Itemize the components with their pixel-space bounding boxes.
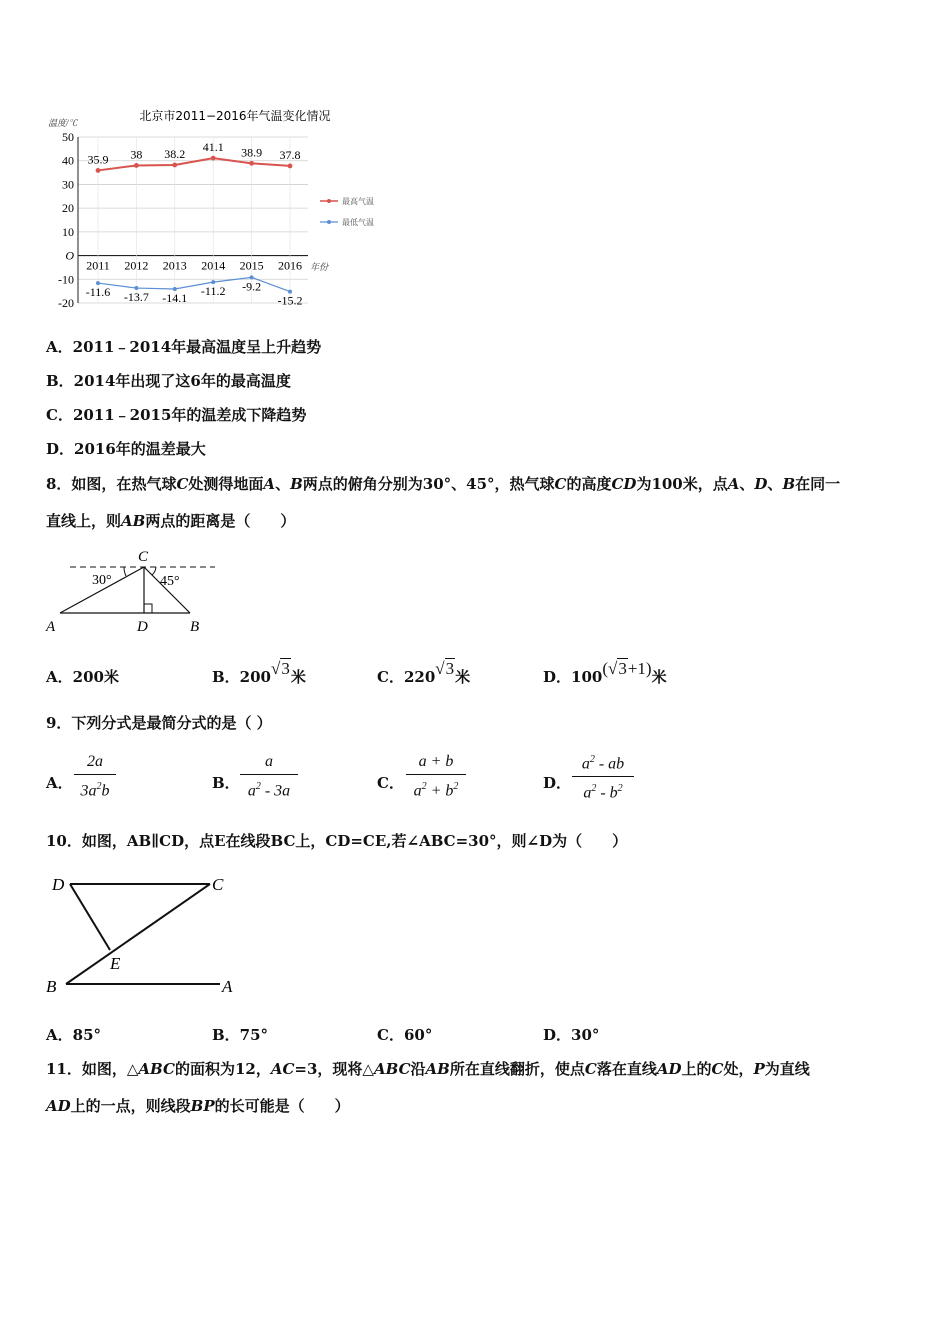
data-label: -15.2 bbox=[277, 293, 303, 308]
y-tick-label: 10 bbox=[62, 224, 74, 239]
q8-label-d: D bbox=[137, 619, 148, 635]
x-tick-label: 2011 bbox=[86, 258, 110, 273]
chart-x-ticks bbox=[86, 259, 302, 273]
series-line-high bbox=[98, 158, 290, 170]
data-label: 38 bbox=[130, 147, 143, 162]
q8-label-c: C bbox=[138, 549, 149, 565]
q9-fraction-d: $a^2$ - ab $a^2 - b^2$ bbox=[572, 750, 634, 804]
x-tick-label: 2015 bbox=[239, 258, 264, 273]
data-point bbox=[172, 163, 177, 168]
q9-label-c: C． bbox=[377, 774, 404, 792]
q7-option-d: D．2016年的温差最大 bbox=[46, 440, 206, 458]
q11-stem-line2: AD上的一点，则线段BP的长可能是（ ） bbox=[46, 1097, 350, 1115]
chart-title: 北京市2011−2016年气温变化情况 bbox=[139, 109, 331, 123]
q10-label-d: D bbox=[52, 875, 65, 894]
y-tick-label: 20 bbox=[62, 201, 74, 216]
legend-low: 最低气温 bbox=[342, 218, 374, 227]
q8-stem-line2: 直线上，则AB两点的距离是（ ） bbox=[46, 512, 296, 530]
data-point bbox=[96, 168, 101, 173]
data-label: 35.9 bbox=[87, 152, 109, 167]
q8-label-b: B bbox=[190, 619, 200, 635]
q9-label-d: D． bbox=[543, 774, 572, 792]
q8-balloon-figure bbox=[40, 545, 230, 637]
temperature-line-chart bbox=[40, 100, 400, 320]
legend-high: 最高气温 bbox=[342, 197, 374, 206]
q8-option-d: D．100(√3+1)米 bbox=[543, 659, 667, 686]
q9-stem: 9．下列分式是最简分式的是（ ） bbox=[46, 714, 272, 732]
q9-label-a: A． bbox=[46, 774, 73, 792]
data-label: -11.2 bbox=[200, 284, 226, 299]
q10-stem: 10．如图，AB∥CD，点E在线段BC上，CD=CE,若∠ABC=30°，则∠D为（ ） bbox=[46, 832, 628, 850]
chart-y-ticks bbox=[58, 130, 74, 310]
x-tick-label: 2014 bbox=[201, 258, 226, 273]
y-tick-label: -10 bbox=[58, 272, 74, 287]
q11-stem-line1: 11．如图，△ABC的面积为12，AC=3，现将△ABC沿AB所在直线翻折，使点C落在直线AD上的C处，P为直线 bbox=[46, 1060, 810, 1078]
q7-option-a: A．2011﹣2014年最高温度呈上升趋势 bbox=[46, 338, 322, 356]
q8-label-a: A bbox=[46, 619, 56, 635]
chart-xlabel: 年份 bbox=[310, 262, 329, 272]
q9-fraction-c: a + b $a^2 + b^2$ bbox=[406, 752, 466, 801]
q9-label-b: B． bbox=[212, 774, 240, 792]
data-label: 38.2 bbox=[164, 146, 186, 161]
q8-label-angle30: 30° bbox=[92, 573, 112, 588]
data-point bbox=[249, 161, 254, 166]
chart-series bbox=[86, 140, 303, 308]
q7-option-c: C．2011﹣2015年的温差成下降趋势 bbox=[46, 406, 307, 424]
q9-fraction-a: 2a $3a^2b$ bbox=[74, 752, 116, 801]
y-tick-label: 50 bbox=[62, 130, 74, 144]
q10-label-b: B bbox=[46, 977, 57, 996]
y-tick-label: 30 bbox=[62, 177, 74, 192]
q8-option-b: B．200√3米 bbox=[212, 659, 306, 686]
x-tick-label: 2012 bbox=[124, 258, 149, 273]
q10-option-a: A．85° bbox=[46, 1026, 102, 1044]
data-label: -14.1 bbox=[162, 291, 188, 306]
q8-stem-line1: 8．如图，在热气球C处测得地面A、B两点的俯角分别为30°、45°，热气球C的高度CD为100米，点A、D、B在同一 bbox=[46, 475, 841, 493]
data-point bbox=[211, 156, 216, 161]
q8-option-c: C．220√3米 bbox=[377, 659, 471, 686]
q10-option-d: D．30° bbox=[543, 1026, 600, 1044]
q7-option-b: B．2014年出现了这6年的最高温度 bbox=[46, 372, 291, 390]
q8-label-angle45: 45° bbox=[160, 574, 180, 589]
x-tick-label: 2016 bbox=[278, 258, 302, 273]
data-point bbox=[134, 163, 139, 168]
q10-parallel-figure bbox=[40, 866, 250, 1000]
q10-option-c: C．60° bbox=[377, 1026, 433, 1044]
y-tick-label: O bbox=[65, 248, 74, 263]
data-label: 37.8 bbox=[279, 147, 301, 162]
q10-label-c: C bbox=[212, 875, 224, 894]
data-label: -11.6 bbox=[85, 285, 111, 300]
q10-label-a: A bbox=[222, 977, 233, 996]
data-label: 41.1 bbox=[202, 140, 224, 155]
data-point bbox=[288, 164, 293, 169]
chart-ylabel: 温度/℃ bbox=[48, 118, 78, 128]
chart-legend bbox=[320, 196, 374, 227]
y-tick-label: 40 bbox=[62, 153, 74, 168]
y-tick-label: -20 bbox=[58, 296, 74, 310]
data-label: -13.7 bbox=[123, 290, 149, 305]
q9-fraction-b: a $a^2 - 3a$ bbox=[240, 752, 298, 801]
data-label: 38.9 bbox=[241, 145, 263, 160]
q10-option-b: B．75° bbox=[212, 1026, 269, 1044]
x-tick-label: 2013 bbox=[162, 258, 187, 273]
data-label: -9.2 bbox=[242, 279, 262, 294]
q8-option-a: A．200米 bbox=[46, 668, 119, 686]
q10-label-e: E bbox=[110, 954, 121, 973]
